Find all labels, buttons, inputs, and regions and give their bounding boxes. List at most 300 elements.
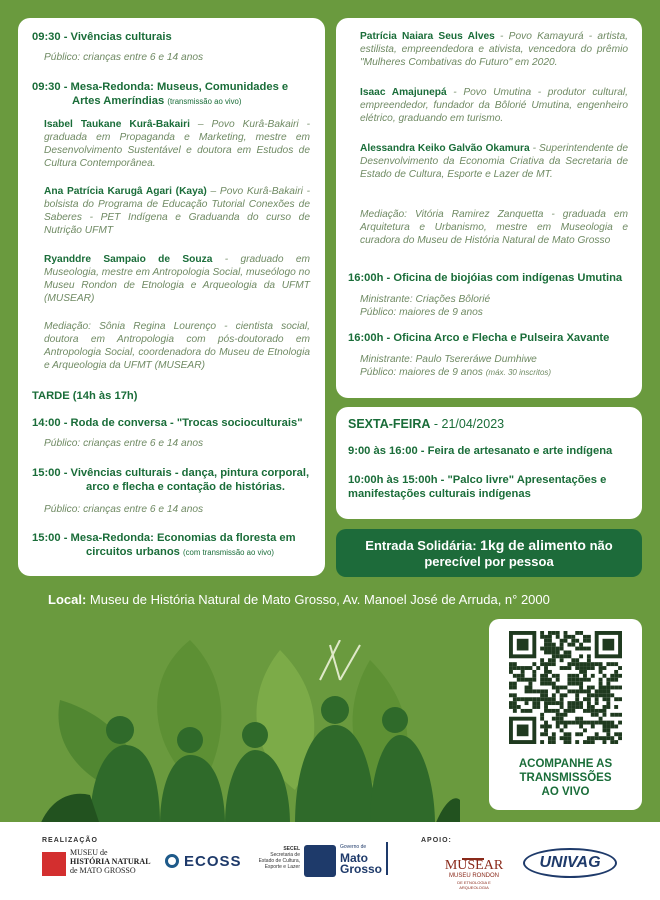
qr-module: [556, 631, 560, 635]
qr-module: [595, 662, 599, 666]
qr-module: [618, 721, 622, 725]
qr-module: [556, 725, 560, 729]
qr-module: [517, 697, 521, 701]
qr-module: [567, 736, 571, 740]
qr-module: [587, 654, 591, 658]
qr-module: [525, 697, 529, 701]
qr-module: [513, 697, 517, 701]
qr-module: [540, 713, 544, 717]
qr-card: [489, 619, 642, 810]
qr-module: [567, 650, 571, 654]
qr-module: [614, 732, 618, 736]
qr-module: [579, 705, 583, 709]
qr-module: [614, 670, 618, 674]
qr-module: [560, 697, 564, 701]
qr-module: [575, 647, 579, 651]
qr-module: [560, 728, 564, 732]
qr-module: [595, 736, 599, 740]
speaker-isaac: [360, 86, 628, 125]
qr-module: [548, 740, 552, 744]
friday-day: SEXTA-FEIRA: [348, 417, 431, 431]
qr-module: [552, 709, 556, 713]
qr-module: [552, 717, 556, 721]
qr-module: [614, 705, 618, 709]
qr-module: [509, 705, 513, 709]
qr-module: [583, 639, 587, 643]
gov-mt-logo-text: [340, 842, 388, 875]
qr-module: [548, 701, 552, 705]
qr-module: [591, 721, 595, 725]
qr-module: [556, 678, 560, 682]
speaker-name: Isabel Taukane Kurâ-Bakairi: [44, 119, 190, 130]
qr-module: [564, 713, 568, 717]
qr-module: [540, 647, 544, 651]
qr-module: [571, 721, 575, 725]
qr-module: [579, 701, 583, 705]
qr-module: [587, 693, 591, 697]
qr-module: [599, 666, 603, 670]
qr-module: [513, 705, 517, 709]
museu-logo-line1: MUSEU de: [70, 848, 108, 857]
qr-module: [603, 689, 607, 693]
event-mesa-redonda-1: [32, 80, 314, 109]
qr-module: [583, 635, 587, 639]
friday-event-2-line2: manifestações culturais indígenas: [348, 488, 531, 500]
qr-module: [544, 701, 548, 705]
qr-module: [552, 654, 556, 658]
qr-module: [595, 693, 599, 697]
event-title-line1: 15:00 - Mesa-Redonda: Economias da floresta em: [32, 532, 296, 544]
qr-module: [606, 705, 610, 709]
qr-module: [517, 674, 521, 678]
qr-module: [560, 713, 564, 717]
event-note: (com transmissão ao vivo): [182, 548, 274, 557]
qr-module: [548, 697, 552, 701]
qr-module: [536, 697, 540, 701]
qr-module: [552, 693, 556, 697]
gov-line2: Mato: [340, 851, 368, 865]
qr-module: [599, 693, 603, 697]
qr-module: [540, 732, 544, 736]
qr-module: [560, 693, 564, 697]
qr-module: [571, 705, 575, 709]
qr-module: [603, 666, 607, 670]
speaker-patricia: [360, 30, 628, 69]
qr-module: [587, 647, 591, 651]
qr-module: [610, 736, 614, 740]
qr-module: [513, 682, 517, 686]
event-title: 14:00 - Roda de conversa - "Trocas socioculturais": [32, 417, 303, 429]
qr-module: [564, 709, 568, 713]
qr-module: [517, 705, 521, 709]
sponsors-footer: [0, 822, 660, 900]
event-vivencias: [32, 30, 312, 64]
friday-event-2-line1: 10:00h às 15:00h - "Palco livre" Apresentações e: [348, 474, 607, 486]
qr-module: [548, 662, 552, 666]
qr-module: [583, 697, 587, 701]
qr-module: [591, 740, 595, 744]
qr-module: [579, 670, 583, 674]
qr-module: [614, 678, 618, 682]
event-title-line1: 15:00 - Vivências culturais - dança, pintura corporal,: [32, 467, 310, 479]
qr-module: [517, 678, 521, 682]
qr-module: [610, 693, 614, 697]
qr-module: [567, 674, 571, 678]
qr-module: [509, 693, 513, 697]
qr-module: [575, 740, 579, 744]
qr-module: [606, 678, 610, 682]
speaker-name: Ryanddre Sampaio de Souza: [44, 254, 213, 265]
speaker-name: Alessandra Keiko Galvão Okamura: [360, 143, 530, 154]
qr-module: [540, 674, 544, 678]
qr-module: [583, 728, 587, 732]
qr-module: [587, 736, 591, 740]
qr-module: [595, 697, 599, 701]
event-title-line2: arco e flecha e contação de histórias.: [86, 481, 285, 493]
qr-module: [540, 635, 544, 639]
qr-module: [583, 689, 587, 693]
entrada-solidaria-banner: [336, 529, 642, 577]
oficina-biojoias: [348, 271, 632, 319]
speaker-name: Isaac Amajunepá: [360, 87, 447, 98]
qr-module: [552, 674, 556, 678]
qr-module: [521, 670, 525, 674]
qr-module: [544, 678, 548, 682]
qr-module: [528, 666, 532, 670]
museu-logo-icon: [42, 852, 66, 876]
qr-module: [603, 725, 607, 729]
qr-module: [595, 713, 599, 717]
qr-module: [564, 732, 568, 736]
qr-module: [521, 709, 525, 713]
qr-module: [587, 709, 591, 713]
qr-module: [540, 725, 544, 729]
qr-module: [575, 693, 579, 697]
qr-module: [536, 666, 540, 670]
qr-module: [540, 631, 544, 635]
ecoss-logo-icon: [165, 854, 179, 868]
qr-module: [599, 736, 603, 740]
location-label: Local:: [48, 592, 87, 607]
qr-module: [544, 689, 548, 693]
qr-module: [603, 674, 607, 678]
qr-module: [606, 682, 610, 686]
qr-module: [567, 635, 571, 639]
musear-line1: MUSEAR: [444, 858, 504, 873]
qr-module: [606, 725, 610, 729]
qr-module: [610, 721, 614, 725]
qr-module: [548, 682, 552, 686]
qr-module: [544, 697, 548, 701]
oficina-arco-flecha: [348, 331, 632, 379]
event-vivencias-2: [32, 466, 314, 516]
qr-module: [587, 697, 591, 701]
speaker-desc: – Povo Kurâ-Bakairi - graduada em Propaganda e Marketing, mestre em Desenvolvimento Sustentável e doutora em Estudos de Cultura Contemporânea.: [44, 119, 311, 169]
qr-module: [579, 717, 583, 721]
qr-module: [552, 701, 556, 705]
qr-module: [599, 709, 603, 713]
qr-module: [575, 721, 579, 725]
qr-module: [544, 732, 548, 736]
qr-module: [603, 709, 607, 713]
qr-module: [544, 670, 548, 674]
qr-module: [591, 686, 595, 690]
qr-module: [544, 674, 548, 678]
qr-module: [548, 639, 552, 643]
secel-line3: Estado de Cultura,: [258, 858, 300, 864]
qr-module: [567, 666, 571, 670]
qr-module: [528, 678, 532, 682]
qr-module: [567, 721, 571, 725]
qr-module: [587, 662, 591, 666]
qr-module: [556, 650, 560, 654]
qr-module: [606, 728, 610, 732]
qr-module: [564, 631, 568, 635]
qr-module: [579, 631, 583, 635]
qr-module: [571, 674, 575, 678]
qr-module: [583, 666, 587, 670]
qr-module: [587, 639, 591, 643]
qr-module: [618, 666, 622, 670]
qr-module: [567, 705, 571, 709]
qr-module: [548, 678, 552, 682]
speaker-alessandra: [360, 142, 628, 181]
qr-module: [564, 666, 568, 670]
qr-module: [525, 709, 529, 713]
qr-module: [610, 740, 614, 744]
oficina-public-line: [348, 366, 632, 379]
qr-module: [606, 662, 610, 666]
qr-module: [571, 701, 575, 705]
qr-module: [579, 686, 583, 690]
event-title-line1: 09:30 - Mesa-Redonda: Museus, Comunidades e: [32, 81, 289, 93]
qr-module: [595, 732, 599, 736]
qr-module: [618, 686, 622, 690]
qr-module: [606, 689, 610, 693]
qr-module: [552, 647, 556, 651]
qr-module: [552, 650, 556, 654]
qr-module: [579, 647, 583, 651]
friday-card: [336, 407, 642, 519]
oficina-note: (máx. 30 inscritos): [485, 368, 552, 377]
qr-caption-line3: AO VIVO: [541, 786, 590, 798]
qr-module: [536, 689, 540, 693]
qr-module: [575, 689, 579, 693]
qr-module: [614, 662, 618, 666]
indigenous-people-illustration: [40, 640, 460, 825]
qr-module: [548, 725, 552, 729]
qr-module: [614, 686, 618, 690]
qr-module: [614, 713, 618, 717]
oficina-public: Público: maiores de 9 anos: [360, 307, 483, 318]
qr-module: [579, 666, 583, 670]
event-public: Público: crianças entre 6 e 14 anos: [44, 52, 204, 63]
qr-module: [599, 678, 603, 682]
qr-module: [544, 693, 548, 697]
qr-module: [560, 647, 564, 651]
qr-module: [571, 658, 575, 662]
qr-module: [583, 678, 587, 682]
qr-module: [513, 693, 517, 697]
qr-module: [509, 670, 513, 674]
qr-module: [560, 736, 564, 740]
qr-caption: [489, 757, 642, 799]
qr-module: [579, 643, 583, 647]
qr-module: [575, 658, 579, 662]
qr-module: [560, 639, 564, 643]
qr-module: [548, 635, 552, 639]
friday-event-1: 9:00 às 16:00 - Feira de artesanato e arte indígena: [348, 445, 613, 457]
qr-module: [575, 662, 579, 666]
schedule-card-left: [18, 18, 325, 576]
qr-module: [540, 717, 544, 721]
qr-module: [544, 662, 548, 666]
qr-module: [564, 693, 568, 697]
qr-module: [618, 732, 622, 736]
qr-module: [544, 725, 548, 729]
qr-module: [513, 674, 517, 678]
qr-module: [544, 728, 548, 732]
musear-logo-icon: [462, 838, 484, 860]
location-line: [48, 592, 550, 607]
qr-module: [564, 721, 568, 725]
qr-module: [540, 682, 544, 686]
qr-module: [532, 662, 536, 666]
qr-module: [548, 650, 552, 654]
qr-module: [571, 643, 575, 647]
qr-module: [544, 709, 548, 713]
qr-module: [575, 639, 579, 643]
qr-module: [587, 686, 591, 690]
ecoss-logo-text: ECOSS: [184, 853, 242, 870]
event-public: Público: crianças entre 6 e 14 anos: [44, 504, 204, 515]
qr-module: [575, 732, 579, 736]
qr-module: [575, 666, 579, 670]
qr-module: [603, 705, 607, 709]
qr-module: [603, 721, 607, 725]
qr-module: [599, 689, 603, 693]
qr-module: [599, 670, 603, 674]
apoio-label: APOIO:: [421, 837, 452, 844]
qr-module: [560, 705, 564, 709]
qr-module: [517, 666, 521, 670]
qr-module: [583, 662, 587, 666]
qr-module: [521, 697, 525, 701]
qr-module: [583, 674, 587, 678]
qr-module: [528, 709, 532, 713]
mediacao-left: Mediação: Sônia Regina Lourenço - cientista social, doutora em Antropologia com pós-doutorado em Antropologia Social, coordenadora do Museu de Etnologia e Arqueologia da UFMT (MUSEAR): [44, 321, 310, 371]
qr-module: [610, 674, 614, 678]
qr-module: [579, 682, 583, 686]
qr-module: [606, 701, 610, 705]
qr-module: [532, 670, 536, 674]
qr-module: [548, 670, 552, 674]
qr-caption-line2: TRANSMISSÕES: [519, 772, 612, 784]
qr-module: [587, 705, 591, 709]
section-tarde: TARDE (14h às 17h): [32, 390, 138, 402]
qr-module: [564, 650, 568, 654]
qr-module: [556, 701, 560, 705]
qr-code[interactable]: [509, 631, 622, 744]
event-title-line2: [32, 94, 314, 109]
event-title-line2-text: circuitos urbanos: [86, 546, 180, 558]
qr-module: [567, 709, 571, 713]
univag-logo: UNIVAG: [523, 848, 617, 878]
qr-module: [591, 674, 595, 678]
qr-module: [567, 689, 571, 693]
qr-module: [575, 717, 579, 721]
oficina-ministrante: Ministrante: Paulo Tsereráwe Dumhiwe: [360, 354, 537, 365]
qr-module: [567, 662, 571, 666]
entrada-line2: perecível por pessoa: [424, 554, 554, 569]
qr-module: [587, 635, 591, 639]
qr-module: [544, 635, 548, 639]
qr-module: [560, 666, 564, 670]
qr-module: [556, 717, 560, 721]
qr-module: [571, 639, 575, 643]
qr-module: [536, 705, 540, 709]
event-note: (transmissão ao vivo): [167, 97, 242, 106]
qr-module: [532, 705, 536, 709]
qr-module: [618, 713, 622, 717]
speaker-isabel: [44, 118, 310, 170]
qr-module: [552, 643, 556, 647]
qr-module: [575, 701, 579, 705]
qr-module: [513, 686, 517, 690]
qr-module: [587, 658, 591, 662]
event-public: Público: crianças entre 6 e 14 anos: [44, 438, 204, 449]
speaker-desc: - Povo Kamayurá - artista, estilista, empreendedora e ativista, vencedora do prêmio "Mulheres Combativas do Futuro" em 2020.: [360, 31, 629, 68]
qr-module: [544, 682, 548, 686]
qr-module: [525, 678, 529, 682]
qr-module: [595, 721, 599, 725]
qr-module: [540, 697, 544, 701]
secel-line1: SECEL: [283, 846, 300, 852]
qr-module: [571, 709, 575, 713]
qr-module: [532, 674, 536, 678]
qr-module: [560, 701, 564, 705]
qr-module: [564, 736, 568, 740]
qr-module: [521, 674, 525, 678]
gov-line1: Governo de: [340, 844, 367, 850]
musear-line2: MUSEU RONDON: [448, 873, 499, 879]
friday-heading: [348, 417, 630, 432]
qr-module: [513, 701, 517, 705]
qr-module: [567, 678, 571, 682]
qr-module: [509, 666, 513, 670]
qr-module: [552, 736, 556, 740]
qr-module: [564, 740, 568, 744]
qr-module: [606, 721, 610, 725]
qr-module: [614, 697, 618, 701]
qr-module: [556, 689, 560, 693]
speaker-desc: - Povo Umutina - produtor cultural, empreendedor, fundador da Bôlorié Umutina, engenheiro elétrico, graduando em turismo.: [360, 87, 629, 124]
qr-module: [587, 678, 591, 682]
qr-module: [571, 662, 575, 666]
qr-module: [603, 740, 607, 744]
qr-module: [567, 682, 571, 686]
qr-module: [579, 662, 583, 666]
qr-module: [528, 686, 532, 690]
qr-module: [575, 674, 579, 678]
qr-module: [544, 643, 548, 647]
qr-module: [579, 678, 583, 682]
speaker-name: Patrícia Naiara Seus Alves: [360, 31, 495, 42]
friday-date: - 21/04/2023: [430, 417, 505, 431]
qr-module: [587, 689, 591, 693]
qr-module: [591, 725, 595, 729]
qr-module: [591, 713, 595, 717]
